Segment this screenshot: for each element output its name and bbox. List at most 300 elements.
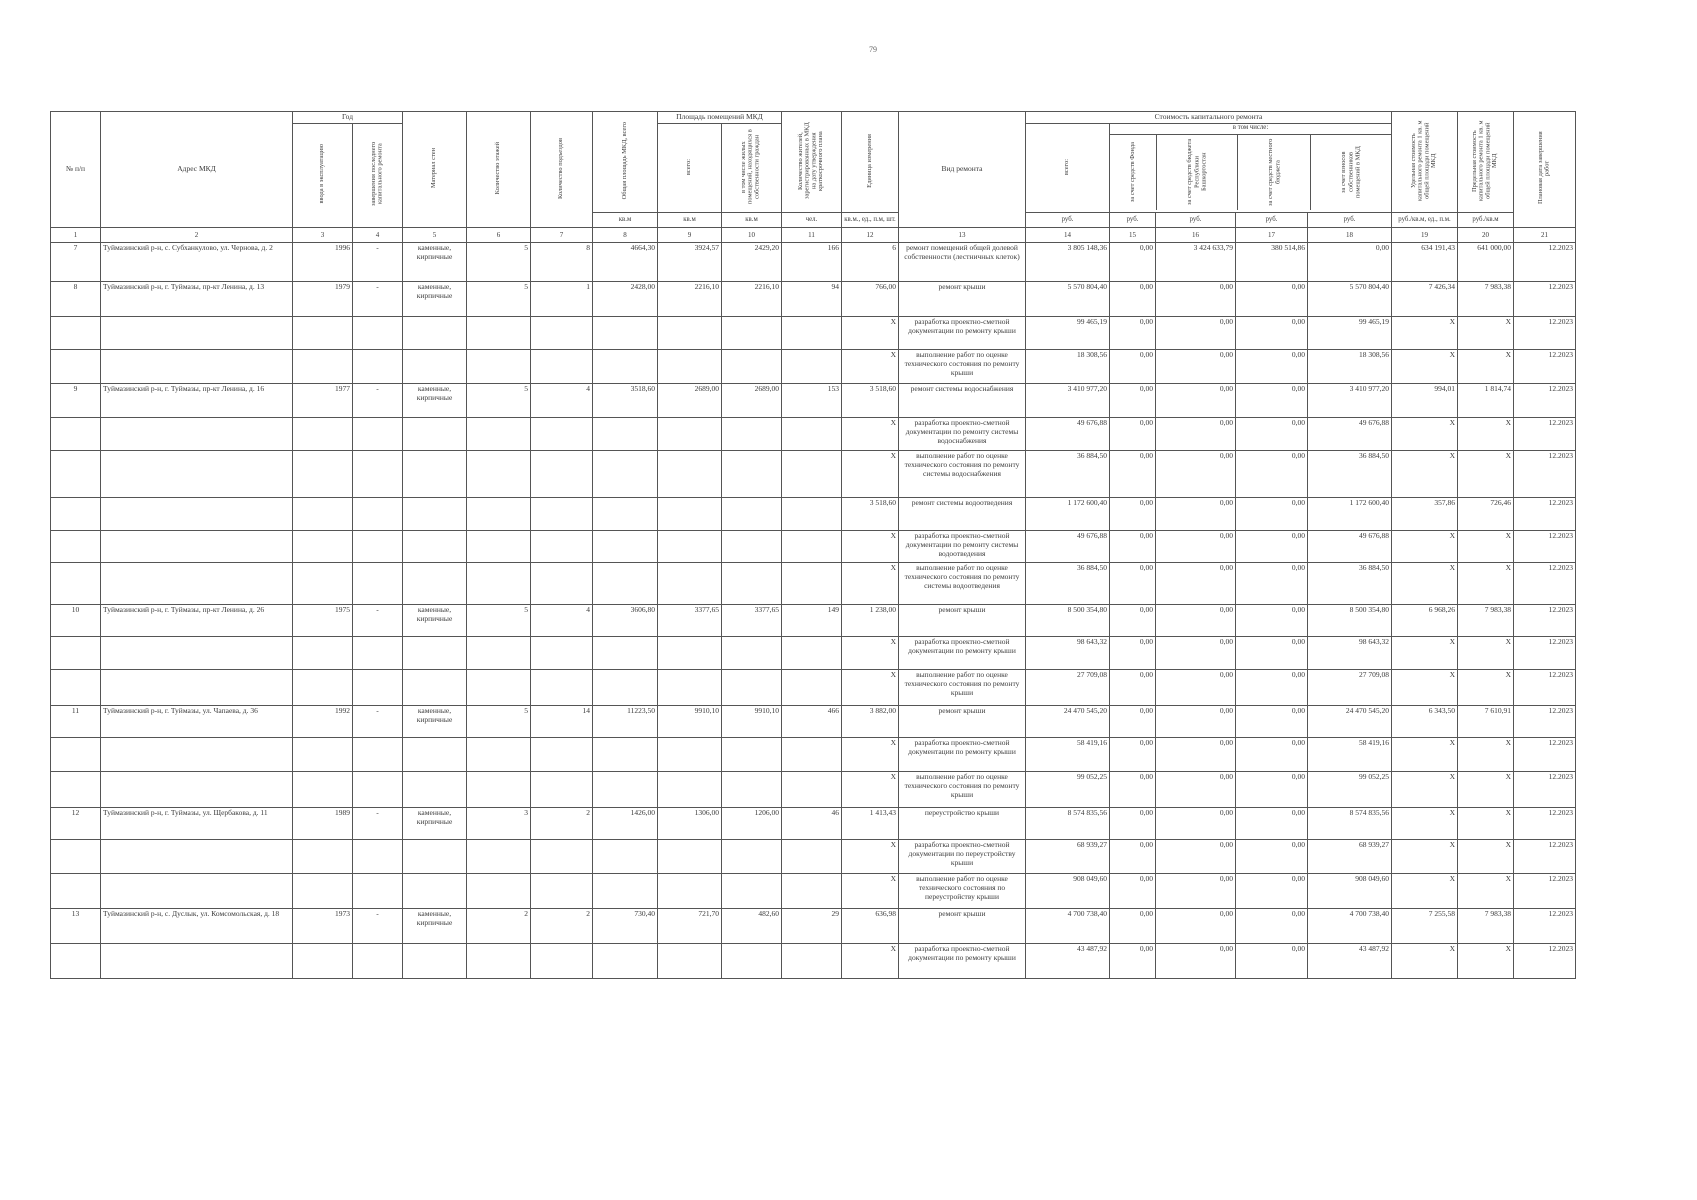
column-number: 10	[722, 228, 782, 243]
cell-cost-republic: 0,00	[1156, 384, 1236, 418]
cell-cost-owners: 99 465,19	[1308, 317, 1392, 350]
cell-area-residential	[722, 944, 782, 979]
cell-specific-cost: X	[1392, 317, 1458, 350]
cell-repair-type: ремонт крыши	[899, 909, 1026, 944]
table-row	[51, 531, 1576, 563]
table-row	[51, 498, 1576, 531]
cell-year-last-repair	[353, 944, 403, 979]
cell-max-cost: 7 983,38	[1458, 909, 1514, 944]
cell-cost-republic: 0,00	[1156, 605, 1236, 637]
cell-walls: каменные, кирпичные	[403, 243, 467, 282]
table-row	[51, 637, 1576, 670]
cell-entrances: 1	[531, 282, 593, 317]
cell-floors	[467, 874, 531, 909]
cell-entrances	[531, 418, 593, 451]
cell-volume: X	[842, 944, 899, 979]
cell-total-area	[593, 451, 658, 498]
cell-deadline: 12.2023	[1514, 909, 1576, 944]
cell-max-cost: X	[1458, 350, 1514, 384]
cell-cost-owners: 4 700 738,40	[1308, 909, 1392, 944]
cell-floors	[467, 498, 531, 531]
table-row	[51, 350, 1576, 384]
register-body	[51, 243, 1576, 979]
cell-area-all	[658, 840, 722, 874]
cell-no	[51, 944, 101, 979]
cell-specific-cost: X	[1392, 738, 1458, 772]
cell-repair-type: переустройство крыши	[899, 808, 1026, 840]
header-deadline: Плановая дата завершения работ	[1514, 112, 1576, 228]
cell-cost-owners: 1 172 600,40	[1308, 498, 1392, 531]
cell-walls	[403, 418, 467, 451]
cell-area-residential	[722, 772, 782, 808]
cell-repair-type: ремонт системы водоотведения	[899, 498, 1026, 531]
cell-cost-all: 98 643,32	[1026, 637, 1110, 670]
cell-cost-local: 0,00	[1236, 670, 1308, 706]
cell-floors	[467, 670, 531, 706]
cell-cost-republic: 3 424 633,79	[1156, 243, 1236, 282]
cell-address: Туймазинский р-н, г. Туймазы, пр-кт Ленина, д. 13	[101, 282, 293, 317]
cell-no	[51, 738, 101, 772]
cell-address	[101, 874, 293, 909]
cell-walls	[403, 772, 467, 808]
cell-cost-local: 0,00	[1236, 706, 1308, 738]
column-number-row	[51, 228, 1576, 243]
cell-walls	[403, 531, 467, 563]
cell-year-commissioning	[293, 350, 353, 384]
cell-deadline: 12.2023	[1514, 840, 1576, 874]
cell-cost-local: 0,00	[1236, 772, 1308, 808]
cell-cost-all: 49 676,88	[1026, 418, 1110, 451]
header-specific-cost: Удельная стоимость капитального ремонта 1 кв. м общей площади помещений МКД	[1392, 112, 1458, 213]
cell-max-cost: X	[1458, 874, 1514, 909]
cell-no: 12	[51, 808, 101, 840]
cell-floors: 5	[467, 243, 531, 282]
cell-walls: каменные, кирпичные	[403, 282, 467, 317]
cell-floors: 5	[467, 282, 531, 317]
cell-area-residential	[722, 498, 782, 531]
cell-address	[101, 563, 293, 605]
header-entrances: Количество подъездов	[531, 112, 593, 228]
cell-specific-cost: X	[1392, 531, 1458, 563]
header-cost-all: всего:	[1026, 123, 1110, 213]
cell-year-last-repair: -	[353, 243, 403, 282]
cell-volume: 766,00	[842, 282, 899, 317]
cell-cost-fund: 0,00	[1110, 282, 1156, 317]
cell-residents: 466	[782, 706, 842, 738]
cell-no	[51, 418, 101, 451]
cell-cost-republic: 0,00	[1156, 282, 1236, 317]
cell-year-commissioning	[293, 418, 353, 451]
cell-cost-all: 36 884,50	[1026, 451, 1110, 498]
column-number: 18	[1308, 228, 1392, 243]
cell-cost-owners: 3 410 977,20	[1308, 384, 1392, 418]
cell-residents	[782, 350, 842, 384]
table-row	[51, 840, 1576, 874]
cell-area-residential: 3377,65	[722, 605, 782, 637]
cell-entrances	[531, 944, 593, 979]
cell-entrances	[531, 670, 593, 706]
cell-walls: каменные, кирпичные	[403, 605, 467, 637]
cell-total-area	[593, 738, 658, 772]
cell-cost-local: 0,00	[1236, 317, 1308, 350]
column-number: 13	[899, 228, 1026, 243]
cell-deadline: 12.2023	[1514, 874, 1576, 909]
cell-year-last-repair	[353, 738, 403, 772]
cell-cost-republic: 0,00	[1156, 808, 1236, 840]
cell-cost-fund: 0,00	[1110, 350, 1156, 384]
cell-entrances	[531, 531, 593, 563]
cell-total-area: 11223,50	[593, 706, 658, 738]
cell-cost-owners: 36 884,50	[1308, 563, 1392, 605]
cell-cost-republic: 0,00	[1156, 772, 1236, 808]
cell-volume: 3 518,60	[842, 384, 899, 418]
cell-total-area	[593, 531, 658, 563]
cell-cost-all: 8 500 354,80	[1026, 605, 1110, 637]
cell-cost-all: 18 308,56	[1026, 350, 1110, 384]
cell-deadline: 12.2023	[1514, 498, 1576, 531]
cell-specific-cost: 634 191,43	[1392, 243, 1458, 282]
cell-cost-owners: 18 308,56	[1308, 350, 1392, 384]
cell-area-all: 721,70	[658, 909, 722, 944]
cell-entrances	[531, 350, 593, 384]
cell-entrances: 4	[531, 605, 593, 637]
cell-residents	[782, 531, 842, 563]
cell-address	[101, 451, 293, 498]
cell-cost-fund: 0,00	[1110, 909, 1156, 944]
cell-cost-local: 0,00	[1236, 738, 1308, 772]
cell-cost-owners: 8 574 835,56	[1308, 808, 1392, 840]
cell-deadline: 12.2023	[1514, 808, 1576, 840]
cell-area-residential	[722, 670, 782, 706]
cell-cost-all: 58 419,16	[1026, 738, 1110, 772]
cell-specific-cost: X	[1392, 874, 1458, 909]
table-row	[51, 605, 1576, 637]
cell-total-area: 3606,80	[593, 605, 658, 637]
unit-cell: кв.м	[593, 213, 658, 228]
cell-no: 11	[51, 706, 101, 738]
cell-no	[51, 531, 101, 563]
cell-no	[51, 498, 101, 531]
cell-max-cost: X	[1458, 637, 1514, 670]
cell-repair-type: выполнение работ по оценке технического состояния по ремонту крыши	[899, 772, 1026, 808]
cell-cost-owners: 98 643,32	[1308, 637, 1392, 670]
cell-walls	[403, 944, 467, 979]
unit-cell: руб.	[1308, 213, 1392, 228]
cell-cost-all: 99 052,25	[1026, 772, 1110, 808]
cell-specific-cost: 994,01	[1392, 384, 1458, 418]
cell-volume: X	[842, 350, 899, 384]
cell-year-last-repair	[353, 637, 403, 670]
cell-residents	[782, 317, 842, 350]
cell-deadline: 12.2023	[1514, 563, 1576, 605]
unit-cell: чел.	[782, 213, 842, 228]
cell-max-cost: X	[1458, 772, 1514, 808]
cell-total-area	[593, 944, 658, 979]
header-address: Адрес МКД	[101, 112, 293, 228]
cell-deadline: 12.2023	[1514, 944, 1576, 979]
cell-specific-cost: X	[1392, 772, 1458, 808]
cell-floors	[467, 840, 531, 874]
cell-repair-type: ремонт крыши	[899, 605, 1026, 637]
cell-address	[101, 350, 293, 384]
cell-cost-local: 0,00	[1236, 282, 1308, 317]
cell-repair-type: выполнение работ по оценке технического состояния по ремонту системы водоотведения	[899, 563, 1026, 605]
cell-volume: X	[842, 563, 899, 605]
column-number: 14	[1026, 228, 1110, 243]
cell-year-commissioning	[293, 563, 353, 605]
column-number: 6	[467, 228, 531, 243]
cell-address: Туймазинский р-н, г. Туймазы, ул. Щербакова, д. 11	[101, 808, 293, 840]
cell-deadline: 12.2023	[1514, 350, 1576, 384]
table-row	[51, 909, 1576, 944]
cell-specific-cost: X	[1392, 451, 1458, 498]
unit-cell: руб.	[1026, 213, 1110, 228]
cell-address	[101, 944, 293, 979]
cell-residents	[782, 418, 842, 451]
cell-cost-owners: 99 052,25	[1308, 772, 1392, 808]
table-row	[51, 670, 1576, 706]
cell-cost-local: 0,00	[1236, 944, 1308, 979]
table-row	[51, 808, 1576, 840]
cell-year-last-repair	[353, 772, 403, 808]
cell-no	[51, 637, 101, 670]
cell-cost-fund: 0,00	[1110, 944, 1156, 979]
table-row	[51, 451, 1576, 498]
cell-specific-cost: 7 426,34	[1392, 282, 1458, 317]
cell-residents: 149	[782, 605, 842, 637]
header-year-commissioning: ввода в эксплуатацию	[293, 123, 353, 228]
cell-area-residential: 2429,20	[722, 243, 782, 282]
cell-cost-owners: 49 676,88	[1308, 418, 1392, 451]
cell-no: 8	[51, 282, 101, 317]
cell-cost-local: 0,00	[1236, 909, 1308, 944]
cell-max-cost: X	[1458, 670, 1514, 706]
column-number: 5	[403, 228, 467, 243]
header-year-last-repair: завершения последнего капитального ремонта	[353, 123, 403, 228]
cell-cost-fund: 0,00	[1110, 706, 1156, 738]
cell-entrances	[531, 738, 593, 772]
cell-volume: 3 518,60	[842, 498, 899, 531]
cell-year-commissioning: 1979	[293, 282, 353, 317]
table-row	[51, 944, 1576, 979]
cell-repair-type: ремонт крыши	[899, 706, 1026, 738]
cell-no: 7	[51, 243, 101, 282]
cell-floors: 5	[467, 384, 531, 418]
table-row	[51, 384, 1576, 418]
cell-cost-owners: 58 419,16	[1308, 738, 1392, 772]
cell-cost-all: 908 049,60	[1026, 874, 1110, 909]
cell-residents: 29	[782, 909, 842, 944]
cell-cost-all: 1 172 600,40	[1026, 498, 1110, 531]
cell-no: 9	[51, 384, 101, 418]
table-row	[51, 874, 1576, 909]
cell-cost-fund: 0,00	[1110, 451, 1156, 498]
cell-walls	[403, 874, 467, 909]
cell-residents	[782, 772, 842, 808]
cell-volume: X	[842, 840, 899, 874]
header-fund: за счет средств Фонда	[1110, 135, 1157, 210]
cell-deadline: 12.2023	[1514, 451, 1576, 498]
cell-area-residential	[722, 637, 782, 670]
cell-residents	[782, 944, 842, 979]
cell-address	[101, 738, 293, 772]
cell-entrances: 14	[531, 706, 593, 738]
cell-specific-cost: 6 343,50	[1392, 706, 1458, 738]
cell-floors	[467, 350, 531, 384]
cell-repair-type: выполнение работ по оценке технического состояния по ремонту системы водоснабжения	[899, 451, 1026, 498]
cell-cost-local: 0,00	[1236, 605, 1308, 637]
cell-area-all	[658, 563, 722, 605]
cell-year-commissioning	[293, 317, 353, 350]
cell-entrances	[531, 498, 593, 531]
cell-no	[51, 840, 101, 874]
header-cost-breakdown	[1110, 123, 1392, 213]
cell-address	[101, 840, 293, 874]
cell-floors	[467, 772, 531, 808]
cell-entrances	[531, 874, 593, 909]
column-number: 7	[531, 228, 593, 243]
cell-area-residential: 2689,00	[722, 384, 782, 418]
cell-deadline: 12.2023	[1514, 772, 1576, 808]
cell-max-cost: X	[1458, 840, 1514, 874]
cell-year-commissioning	[293, 874, 353, 909]
cell-cost-republic: 0,00	[1156, 531, 1236, 563]
cell-year-commissioning: 1992	[293, 706, 353, 738]
cell-cost-owners: 5 570 804,40	[1308, 282, 1392, 317]
cell-deadline: 12.2023	[1514, 670, 1576, 706]
cell-area-residential	[722, 738, 782, 772]
cell-volume: X	[842, 451, 899, 498]
unit-cell: руб./кв.м, ед., п.м.	[1392, 213, 1458, 228]
cell-cost-owners: 43 487,92	[1308, 944, 1392, 979]
cell-deadline: 12.2023	[1514, 738, 1576, 772]
cell-year-last-repair	[353, 350, 403, 384]
unit-cell: руб.	[1236, 213, 1308, 228]
cell-area-residential: 1206,00	[722, 808, 782, 840]
cell-walls	[403, 670, 467, 706]
cell-walls	[403, 840, 467, 874]
cell-cost-all: 36 884,50	[1026, 563, 1110, 605]
column-number: 19	[1392, 228, 1458, 243]
cell-year-commissioning	[293, 772, 353, 808]
cell-address: Туймазинский р-н, г. Туймазы, пр-кт Ленина, д. 16	[101, 384, 293, 418]
cell-address	[101, 498, 293, 531]
cell-cost-republic: 0,00	[1156, 944, 1236, 979]
cell-volume: 1 238,00	[842, 605, 899, 637]
cell-cost-republic: 0,00	[1156, 706, 1236, 738]
table-row	[51, 738, 1576, 772]
cell-floors	[467, 944, 531, 979]
cell-repair-type: разработка проектно-сметной документации по ремонту системы водоотведения	[899, 531, 1026, 563]
cell-area-all	[658, 944, 722, 979]
cell-cost-fund: 0,00	[1110, 563, 1156, 605]
header-floors: Количество этажей	[467, 112, 531, 228]
cell-max-cost: X	[1458, 531, 1514, 563]
cell-area-residential	[722, 418, 782, 451]
column-number: 12	[842, 228, 899, 243]
cell-floors	[467, 418, 531, 451]
cell-cost-local: 0,00	[1236, 874, 1308, 909]
cell-walls	[403, 350, 467, 384]
cell-repair-type: ремонт системы водоснабжения	[899, 384, 1026, 418]
cell-cost-owners: 68 939,27	[1308, 840, 1392, 874]
cell-walls	[403, 498, 467, 531]
cell-area-residential: 482,60	[722, 909, 782, 944]
cell-cost-republic: 0,00	[1156, 670, 1236, 706]
cell-year-last-repair	[353, 531, 403, 563]
cell-max-cost: X	[1458, 451, 1514, 498]
cell-entrances	[531, 840, 593, 874]
column-number: 2	[101, 228, 293, 243]
cell-address	[101, 637, 293, 670]
cell-year-last-repair	[353, 418, 403, 451]
unit-cell: руб.	[1156, 213, 1236, 228]
cell-cost-all: 3 410 977,20	[1026, 384, 1110, 418]
cell-specific-cost: X	[1392, 670, 1458, 706]
cell-cost-owners: 24 470 545,20	[1308, 706, 1392, 738]
cell-total-area: 2428,00	[593, 282, 658, 317]
cell-volume: X	[842, 738, 899, 772]
cell-year-commissioning	[293, 637, 353, 670]
cell-area-residential	[722, 563, 782, 605]
header-repair-type: Вид ремонта	[899, 112, 1026, 228]
cell-deadline: 12.2023	[1514, 706, 1576, 738]
cell-area-residential	[722, 874, 782, 909]
cell-year-last-repair	[353, 451, 403, 498]
cell-area-all: 3924,57	[658, 243, 722, 282]
cell-address	[101, 670, 293, 706]
cell-specific-cost: 357,86	[1392, 498, 1458, 531]
cell-cost-fund: 0,00	[1110, 384, 1156, 418]
cell-cost-fund: 0,00	[1110, 531, 1156, 563]
cell-total-area	[593, 874, 658, 909]
cell-specific-cost: X	[1392, 350, 1458, 384]
cell-floors	[467, 637, 531, 670]
cell-year-commissioning: 1989	[293, 808, 353, 840]
cell-floors: 5	[467, 605, 531, 637]
cell-total-area: 730,40	[593, 909, 658, 944]
cell-area-residential: 9910,10	[722, 706, 782, 738]
column-number: 1	[51, 228, 101, 243]
table-row	[51, 772, 1576, 808]
cell-entrances	[531, 317, 593, 350]
cell-year-last-repair	[353, 317, 403, 350]
cell-cost-republic: 0,00	[1156, 909, 1236, 944]
capital-repair-register	[50, 111, 1576, 979]
cell-no	[51, 563, 101, 605]
table-row	[51, 243, 1576, 282]
cell-residents	[782, 451, 842, 498]
cell-area-all	[658, 738, 722, 772]
cell-no	[51, 350, 101, 384]
cell-area-residential	[722, 317, 782, 350]
column-number: 3	[293, 228, 353, 243]
header-year: Год	[293, 112, 403, 124]
cell-max-cost: 726,46	[1458, 498, 1514, 531]
cell-area-all	[658, 498, 722, 531]
cell-year-commissioning: 1973	[293, 909, 353, 944]
cell-year-last-repair: -	[353, 282, 403, 317]
header-walls: Материал стен	[403, 112, 467, 228]
cell-area-all	[658, 451, 722, 498]
cell-deadline: 12.2023	[1514, 282, 1576, 317]
cell-deadline: 12.2023	[1514, 531, 1576, 563]
cell-cost-fund: 0,00	[1110, 670, 1156, 706]
unit-cell: руб.	[1110, 213, 1156, 228]
cell-deadline: 12.2023	[1514, 384, 1576, 418]
cell-cost-local: 0,00	[1236, 498, 1308, 531]
column-number: 16	[1156, 228, 1236, 243]
